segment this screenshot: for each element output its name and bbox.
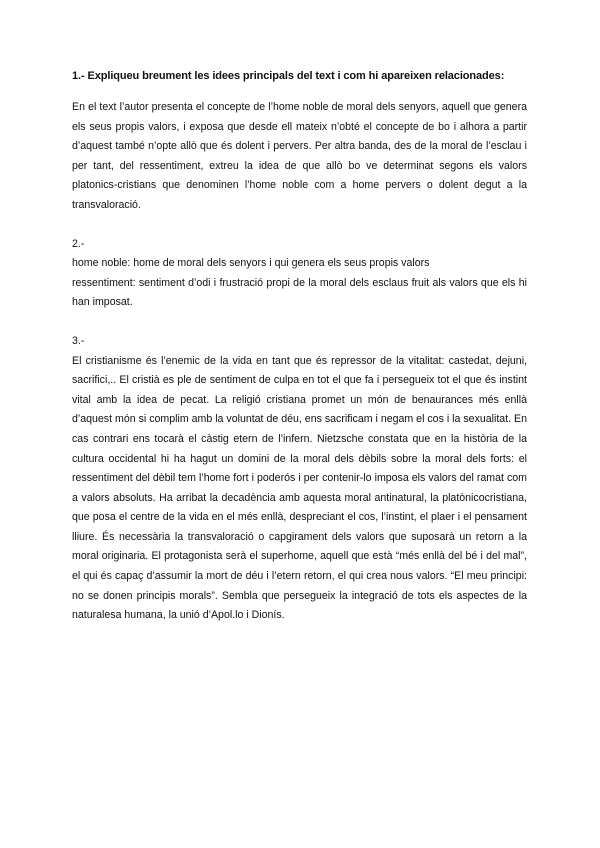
definition-ressentiment: ressentiment: sentiment d’odi i frustració propi de la moral dels esclaus fruit als valors que els hi han imposat. bbox=[72, 276, 527, 309]
spacer bbox=[72, 313, 527, 332]
question-1-answer: En el text l’autor presenta el concepte de l’home noble de moral dels senyors, aquell que genera els seus propis valors, i exposa que desde ell mateix n’obté el concepte de bo i alhora a partir d’aquest també n’opte allò que és dolent i pervers. Per altra banda, des de la moral de l’esclau i per tant, del ressentiment, extreu la idea de que allò bo ve determinat segons els valors platonics-cristians que denominen l’home noble com a home pervers o dolent degut a la transvaloració. bbox=[72, 101, 527, 211]
question-3-answer: El cristianisme és l’enemic de la vida en tant que és repressor de la vitalitat: castedat, dejuni, sacrifici,.. El cristià es ple de sentiment de culpa en tot el que fa i persegueix tot el que és instint vital amb la idea de pecat. La religió cristiana promet un món de benaurances més enllà d’aquest món si complim amb la voluntat de déu, ens sacrificam i negam el cos i la sexualitat. En cas contrari ens tocarà el càstig etern de l’infern. Nietzsche constata que en la història de la cultura occidental hi ha hagut un domini de la moral dels dèbils sobre la moral dels forts: el ressentiment del dèbil tem l’home fort i poderós i per contenir-lo imposa els valors del ramat com a valors absoluts. Ha arribat la decadència amb aquesta moral antinatural, la platònicocristiana, que posa el centre de la vida en el més enllà, despreciant el cos, l’instint, el plaer i el pensament lliure. És necessària la transvaloració o capgirament dels valors que suposarà un retorn a la moral originaria. El protagonista serà el superhome, aquell que està “més enllà del bé i del mal”, el qui és capaç d’assumir la mort de déu i l’etern retorn, el qui crea nous valors. “El meu principi: no se donen principis morals”. Sembla que persegueix la integració de tots els aspectes de la naturalesa humana, la unió d’Apol.lo i Dionís. bbox=[72, 354, 527, 622]
spacer bbox=[72, 216, 527, 235]
document-page bbox=[72, 68, 527, 626]
question-3-number: 3.- bbox=[72, 334, 85, 347]
question-1-heading: 1.- Expliqueu breument les idees principals del text i com hi apareixen relacionades: bbox=[72, 70, 505, 82]
question-2-number: 2.- bbox=[72, 237, 85, 250]
definition-home-noble: home noble: home de moral dels senyors i qui genera els seus propis valors bbox=[72, 257, 430, 270]
